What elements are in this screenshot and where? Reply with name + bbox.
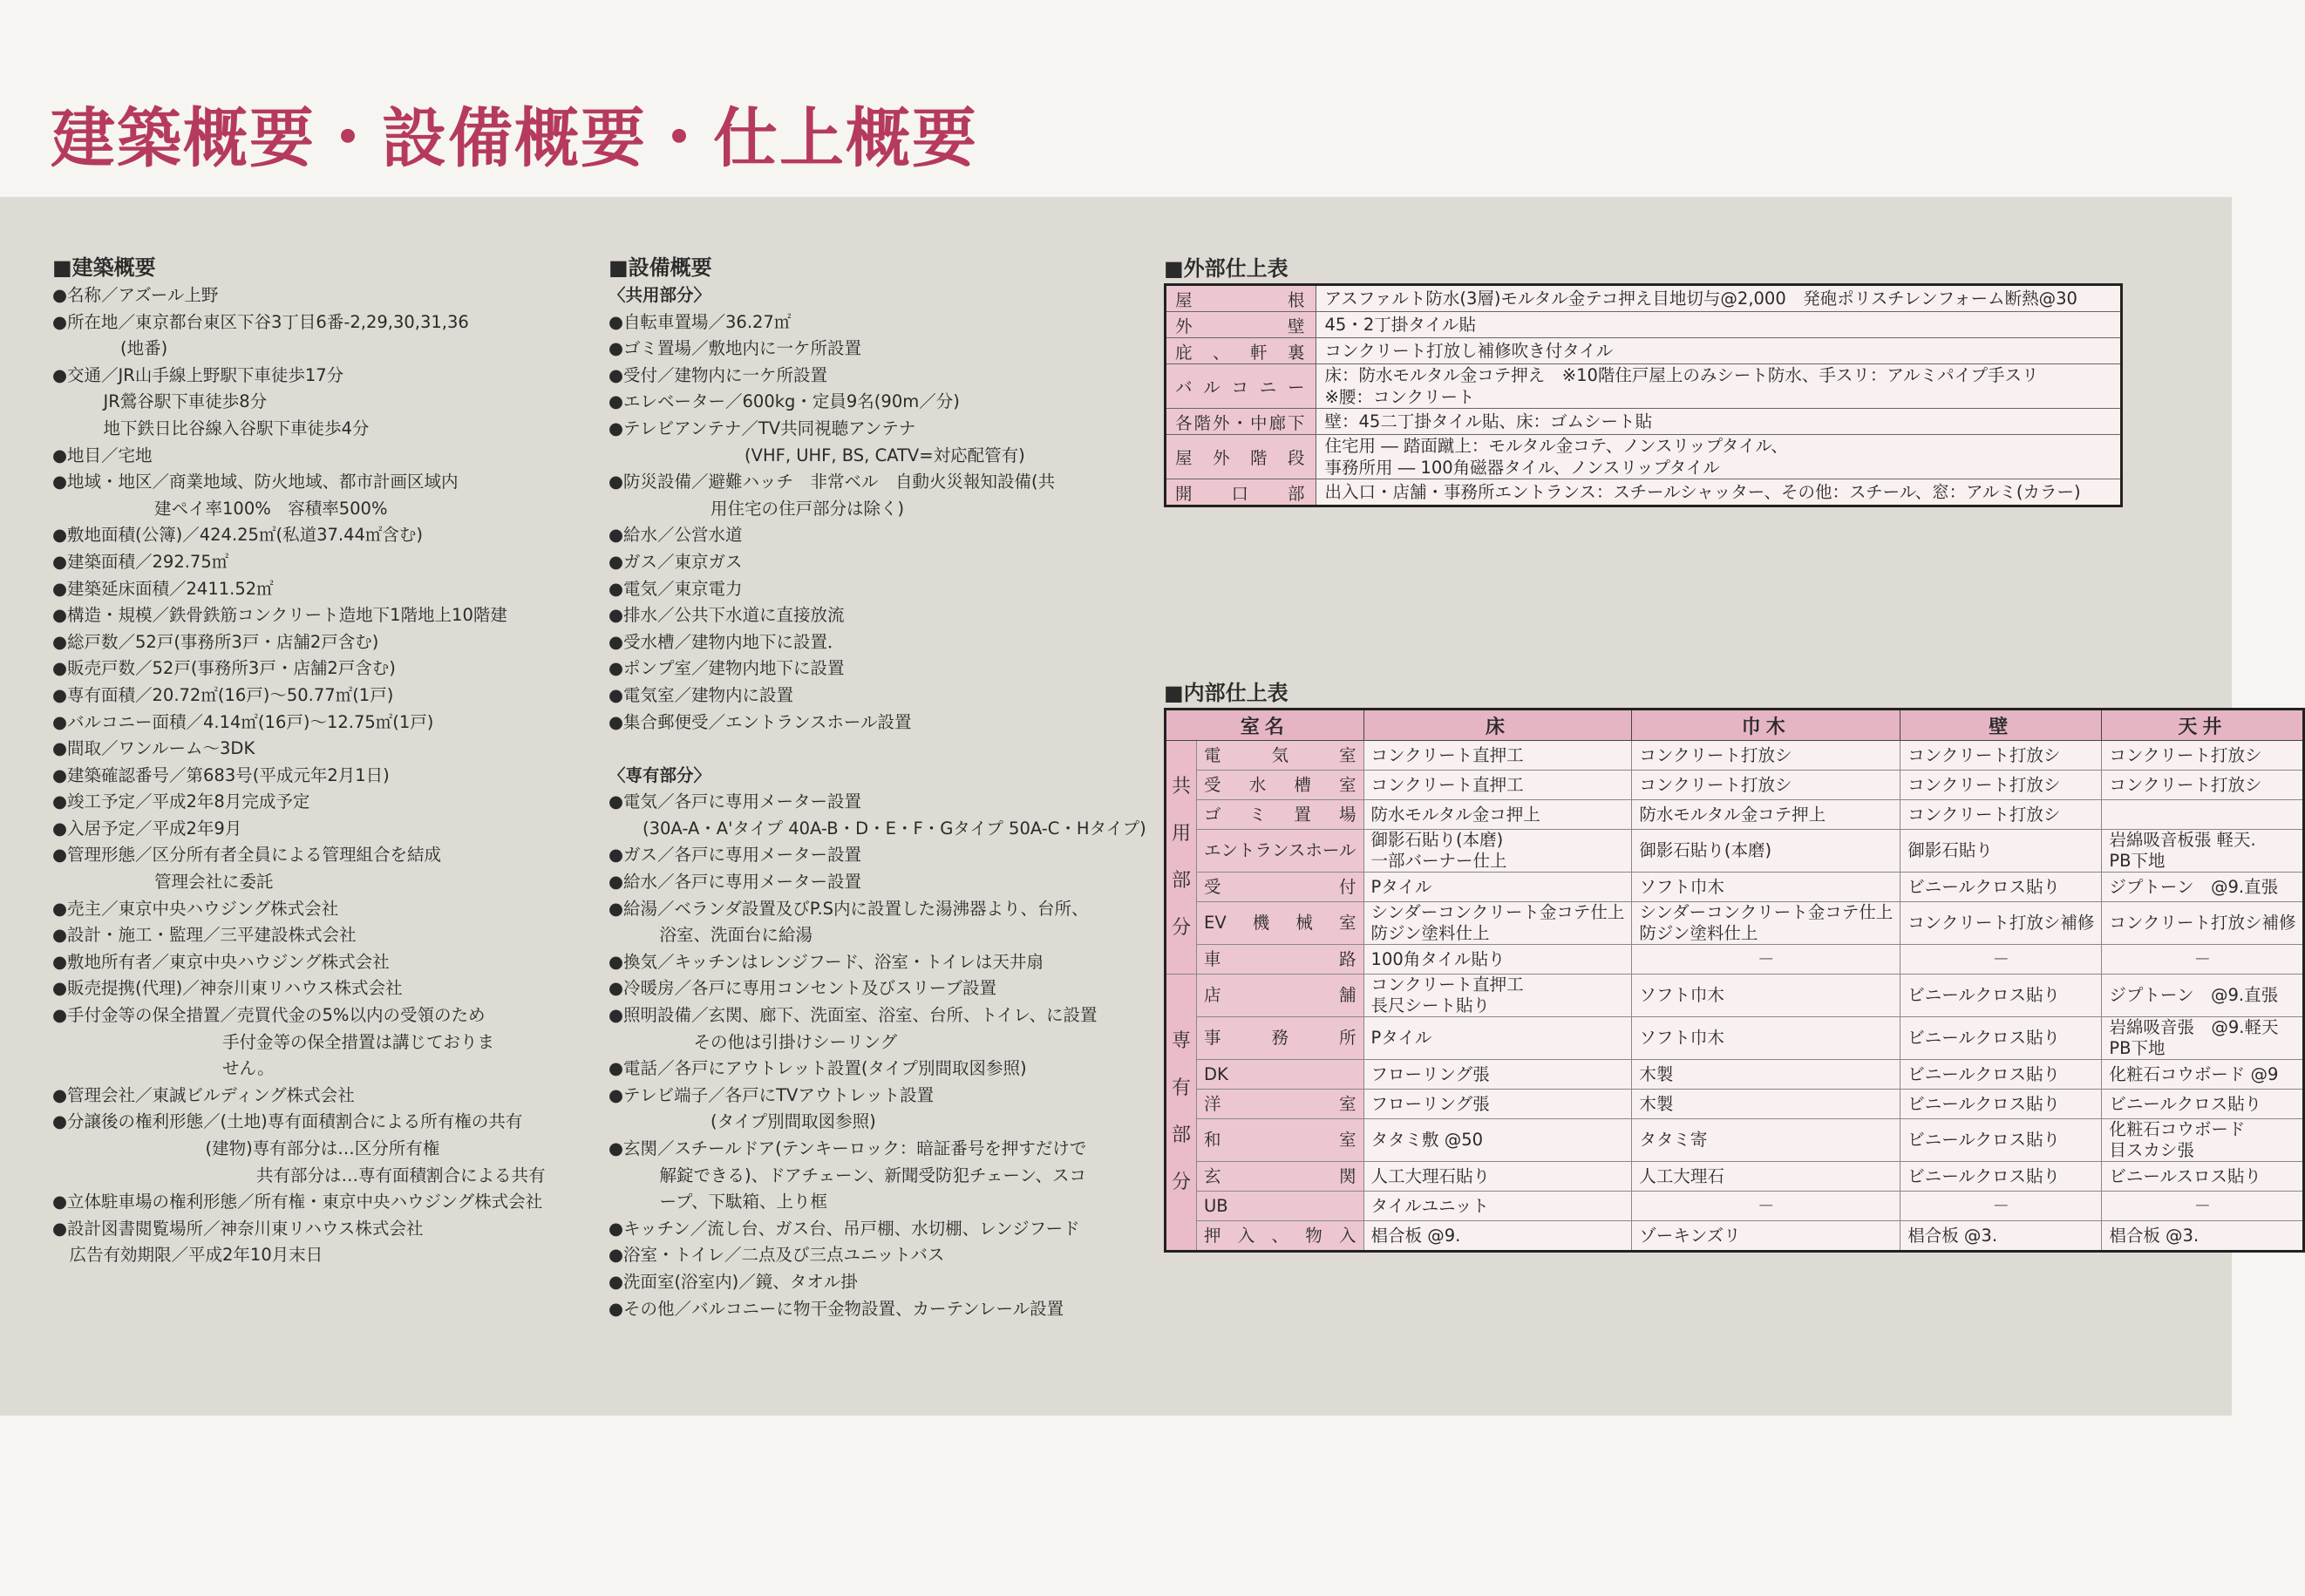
group-private: 専有部分 — [1166, 975, 1197, 1252]
building-line: ●名称／アズール上野 — [52, 285, 219, 305]
private-line: ●照明設備／玄関、廊下、洗面室、浴室、台所、トイレ、に設置 — [609, 1005, 1098, 1026]
private-line: (タイプ別間取図参照) — [609, 1111, 876, 1132]
interior-row — [1166, 1060, 2304, 1090]
interior-col-header: 巾木 — [1632, 710, 1900, 741]
interior-cell-line: ビニールクロス貼り — [1907, 1028, 2060, 1048]
interior-cell — [2102, 902, 2304, 945]
interior-room: 事務所 — [1197, 1017, 1364, 1060]
interior-cell-line: PB下地 — [2109, 1038, 2166, 1058]
interior-cell — [2102, 741, 2304, 771]
interior-cell-line: ソフト巾木 — [1639, 1028, 1724, 1048]
common-line: ●エレベーター／600kg・定員9名(90m／分) — [609, 391, 960, 412]
interior-cell-line: 防水モルタル金コテ押上 — [1639, 804, 1826, 825]
interior-cell-line: コンクリート直押工 — [1370, 774, 1524, 795]
building-line: ●敷地所有者／東京中央ハウジング株式会社 — [52, 951, 390, 972]
exterior-value-line: ※腰：コンクリート — [1324, 387, 1475, 407]
interior-cell — [2102, 800, 2304, 830]
private-line: 解錠できる)、ドアチェーン、新聞受防犯チェーン、スコ — [609, 1165, 1086, 1185]
interior-cell-line: コンクリート打放シ — [1639, 774, 1792, 795]
private-line: ●ガス／各戸に専用メーター設置 — [609, 845, 862, 866]
building-line: 地下鉄日比谷線入谷駅下車徒歩4分 — [52, 418, 370, 438]
interior-row — [1166, 1090, 2304, 1119]
interior-cell-line: 人工大理石貼り — [1370, 1165, 1491, 1186]
building-line: 管理会社に委託 — [52, 872, 274, 893]
interior-cell — [2102, 945, 2304, 975]
building-heading: ■建築概要 — [52, 255, 156, 280]
interior-cell — [1632, 1017, 1900, 1060]
interior-cell-line: 化粧石コウボード @9 — [2109, 1063, 2279, 1084]
building-line: ●販売戸数／52戸(事務所3戸・店舗2戸含む) — [52, 658, 396, 679]
interior-cell-line: コンクリート打放シ — [2109, 774, 2262, 795]
interior-cell-line: 御影石貼り — [1907, 840, 1993, 860]
interior-col-header: 天井 — [2102, 710, 2304, 741]
interior-cell-line: コンクリート打放シ補修 — [1907, 913, 2095, 933]
interior-cell — [1363, 873, 1632, 902]
interior-cell — [2102, 1192, 2304, 1221]
common-line: ●集合郵便受／エントランスホール設置 — [609, 711, 912, 732]
exterior-key: 屋外階段 — [1166, 435, 1316, 479]
interior-cell-line: コンクリート直押工 — [1370, 975, 1524, 995]
common-line: ●電気／東京電力 — [609, 578, 743, 599]
building-line: ●専有面積／20.72㎡(16戸)～50.77㎡(1戸) — [52, 684, 394, 705]
interior-row — [1166, 1162, 2304, 1192]
interior-cell-line: Pタイル — [1370, 1028, 1432, 1048]
interior-cell — [1632, 902, 1900, 945]
interior-cell — [2102, 975, 2304, 1017]
interior-cell — [1363, 1017, 1632, 1060]
exterior-value — [1316, 479, 2121, 506]
building-line: ●建築確認番号／第683号(平成元年2月1日) — [52, 764, 390, 785]
common-line: ●ガス／東京ガス — [609, 551, 743, 572]
building-line: ●交通／JR山手線上野駅下車徒歩17分 — [52, 364, 344, 385]
interior-row — [1166, 902, 2304, 945]
interior-cell-line: ビニールクロス貼り — [1907, 1165, 2060, 1186]
building-line: ●竣工予定／平成2年8月完成予定 — [52, 791, 310, 812]
building-overview — [52, 253, 575, 1269]
building-line: 建ペイ率100% 容積率500% — [52, 498, 388, 519]
exterior-value-line: コンクリート打放し補修吹き付タイル — [1324, 341, 1614, 361]
interior-cell-line: タタミ敷 @50 — [1370, 1130, 1484, 1150]
exterior-row — [1166, 479, 2122, 506]
interior-cell-line: 人工大理石 — [1639, 1165, 1724, 1186]
interior-room: 押入、物入 — [1197, 1221, 1364, 1252]
interior-cell — [2102, 771, 2304, 800]
building-line: 共有部分は…専有面積割合による共有 — [52, 1165, 546, 1185]
interior-cell — [1632, 1119, 1900, 1162]
building-line: 広告有効期限／平成2年10月末日 — [52, 1245, 323, 1266]
interior-cell — [1632, 945, 1900, 975]
common-line: ●排水／公共下水道に直接放流 — [609, 605, 845, 626]
exterior-value-line: 壁：45二丁掛タイル貼、床：ゴムシート貼 — [1324, 411, 1652, 431]
exterior-key: 屋根 — [1166, 285, 1316, 312]
interior-cell — [2102, 1119, 2304, 1162]
interior-cell-line: 一部バーナー仕上 — [1370, 851, 1507, 871]
interior-col-header: 床 — [1363, 710, 1632, 741]
private-line: ●換気／キッチンはレンジフード、浴室・トイレは天井扇 — [609, 951, 1044, 972]
interior-cell-line: ビニールクロス貼り — [1907, 985, 2060, 1005]
private-line: ●電気／各戸に専用メーター設置 — [609, 791, 862, 812]
building-line: ●管理会社／東誠ビルディング株式会社 — [52, 1084, 355, 1105]
private-lines — [609, 789, 1166, 1322]
interior-cell-line: シンダーコンクリート金コテ仕上 — [1370, 902, 1625, 922]
private-line: ●キッチン／流し台、ガス台、吊戸棚、水切棚、レンジフード — [609, 1218, 1080, 1239]
exterior-value — [1316, 338, 2121, 364]
exterior-row — [1166, 409, 2122, 435]
interior-cell — [1632, 1192, 1900, 1221]
private-line: ●浴室・トイレ／二点及び三点ユニットバス — [609, 1245, 945, 1266]
interior-cell-line: フローリング張 — [1370, 1093, 1490, 1114]
private-heading: 〈専有部分〉 — [609, 764, 711, 785]
building-line: ●分譲後の権利形態／(土地)専有面積割合による所有権の共有 — [52, 1111, 523, 1132]
interior-cell-line: コンクリート打放シ — [1907, 774, 2061, 795]
interior-room: UB — [1197, 1192, 1364, 1221]
interior-cell — [1363, 1221, 1632, 1252]
private-line: ●玄関／スチールドア(テンキーロック：暗証番号を押すだけで — [609, 1138, 1087, 1158]
building-line: ●管理形態／区分所有者全員による管理組合を結成 — [52, 845, 442, 866]
interior-cell — [1363, 741, 1632, 771]
private-line: 浴室、洗面台に給湯 — [609, 925, 813, 946]
interior-cell — [1632, 830, 1900, 873]
interior-cell — [2102, 1221, 2304, 1252]
interior-row — [1166, 945, 2304, 975]
interior-room: 洋室 — [1197, 1090, 1364, 1119]
exterior-value-line: 45・2丁掛タイル貼 — [1324, 315, 1476, 335]
interior-cell-line: ビニールクロス貼り — [1907, 1130, 2060, 1150]
exterior-value — [1316, 435, 2121, 479]
building-line: (建物)専有部分は…区分所有権 — [52, 1138, 440, 1158]
exterior-row — [1166, 285, 2122, 312]
exterior-row — [1166, 364, 2122, 409]
interior-cell-line: 防ジン塗料仕上 — [1370, 923, 1490, 943]
interior-cell — [1363, 902, 1632, 945]
interior-cell-line: Pタイル — [1370, 876, 1432, 897]
building-line: ●バルコニー面積／4.14㎡(16戸)～12.75㎡(1戸) — [52, 711, 434, 732]
interior-cell — [2102, 830, 2304, 873]
bottom-margin — [0, 1416, 2232, 1596]
exterior-heading: ■外部仕上表 — [1164, 256, 1288, 281]
common-line: ●受水槽／建物内地下に設置． — [609, 631, 845, 652]
interior-cell — [2102, 1090, 2304, 1119]
building-line: ●設計図書閲覧場所／神奈川東リハウス株式会社 — [52, 1218, 424, 1239]
interior-row — [1166, 1192, 2304, 1221]
building-line: ●所在地／東京都台東区下谷3丁目6番-2,29,30,31,36 — [52, 311, 469, 332]
interior-cell — [1632, 1162, 1900, 1192]
building-line: せん。 — [52, 1058, 275, 1079]
interior-cell-line: 防水モルタル金コ押上 — [1370, 804, 1540, 825]
interior-cell — [1632, 800, 1900, 830]
interior-cell-line: コンクリート打放シ — [1907, 804, 2061, 825]
building-line: ●地目／宅地 — [52, 445, 153, 465]
common-line: ●ゴミ置場／敷地内に一ケ所設置 — [609, 338, 862, 359]
interior-cell-line: 御影石貼り(本磨) — [1639, 840, 1772, 860]
building-line: ●手付金等の保全措置／売買代金の5%以内の受領のため — [52, 1005, 486, 1026]
interior-cell-line: コンクリート打放シ — [1907, 744, 2061, 765]
interior-cell — [1363, 1192, 1632, 1221]
interior-cell — [1900, 771, 2102, 800]
interior-cell-line: 御影石貼り(本磨) — [1370, 830, 1504, 850]
common-line: (VHF, UHF, BS, CATV=対応配管有) — [609, 445, 1025, 465]
group-common: 共用部分 — [1166, 741, 1197, 975]
building-line: ●敷地面積(公簿)／424.25㎡(私道37.44㎡含む) — [52, 525, 424, 546]
interior-room: ゴミ置場 — [1197, 800, 1364, 830]
interior-cell-line: ビニールクロス貼り — [1907, 1063, 2060, 1084]
exterior-value — [1316, 409, 2121, 435]
equipment-heading: ■設備概要 — [609, 255, 712, 280]
interior-cell — [1900, 1162, 2102, 1192]
interior-cell — [2102, 1017, 2304, 1060]
interior-room: エントランスホール — [1197, 830, 1364, 873]
exterior-key: 外壁 — [1166, 312, 1316, 338]
exterior-value-line: 住宅用 ― 踏面蹴上：モルタル金コテ、ノンスリップタイル、 — [1324, 436, 1788, 456]
interior-room: 店舗 — [1197, 975, 1364, 1017]
common-lines — [609, 309, 1166, 737]
interior-cell-line: ビニールスロス貼り — [2109, 1165, 2261, 1186]
interior-cell-line: － — [1992, 1195, 2010, 1216]
interior-cell-line: シンダーコンクリート金コテ仕上 — [1639, 902, 1894, 922]
interior-cell-line: 岩綿吸音張 @9.軽天 — [2109, 1017, 2279, 1037]
private-line: ープ、下駄箱、上り框 — [609, 1192, 827, 1212]
interior-cell — [1632, 1221, 1900, 1252]
interior-cell — [1363, 1119, 1632, 1162]
interior-finish-table — [1164, 708, 2305, 1253]
interior-room: DK — [1197, 1060, 1364, 1090]
interior-cell-line: ソフト巾木 — [1639, 876, 1724, 897]
equipment-overview — [609, 253, 1166, 1322]
interior-cell-line: ビニールクロス貼り — [1907, 1093, 2060, 1114]
interior-cell — [1900, 945, 2102, 975]
building-line: ●地域・地区／商業地域、防火地域、都市計画区域内 — [52, 472, 459, 492]
interior-row — [1166, 1221, 2304, 1252]
interior-cell — [1363, 830, 1632, 873]
interior-cell — [1363, 945, 1632, 975]
interior-cell-line: ジプトーン @9.直張 — [2109, 985, 2279, 1005]
interior-cell-line: ジプトーン @9.直張 — [2109, 876, 2279, 897]
exterior-value — [1316, 285, 2121, 312]
interior-room: EV機械室 — [1197, 902, 1364, 945]
interior-cell-line: フローリング張 — [1370, 1063, 1490, 1084]
interior-cell-line: 岩綿吸音板張 軽天. — [2109, 830, 2256, 850]
interior-cell — [1363, 1090, 1632, 1119]
page-title: 建築概要・設備概要・仕上概要 — [51, 101, 978, 176]
interior-cell-line: ビニールクロス貼り — [1907, 876, 2060, 897]
interior-room: 和室 — [1197, 1119, 1364, 1162]
interior-cell — [1900, 873, 2102, 902]
private-line: ●洗面室(浴室内)／鏡、タオル掛 — [609, 1271, 858, 1292]
exterior-key: バルコニー — [1166, 364, 1316, 409]
common-line: ●ポンプ室／建物内地下に設置 — [609, 658, 845, 679]
interior-heading: ■内部仕上表 — [1164, 681, 1288, 705]
interior-row — [1166, 771, 2304, 800]
common-line: ●防災設備／避難ハッチ 非常ベル 自動火災報知設備(共 — [609, 472, 1056, 492]
building-line: 手付金等の保全措置は講じておりま — [52, 1031, 495, 1052]
exterior-key: 開口部 — [1166, 479, 1316, 506]
building-line: ●入居予定／平成2年9月 — [52, 818, 242, 839]
interior-cell-line: コンクリート打放シ補修 — [2109, 913, 2296, 933]
interior-cell — [1363, 1162, 1632, 1192]
interior-cell-line: タイルユニット — [1370, 1195, 1489, 1216]
interior-row — [1166, 873, 2304, 902]
building-line: JR鶯谷駅下車徒歩8分 — [52, 391, 268, 412]
interior-cell — [1900, 1090, 2102, 1119]
interior-cell-line: コンクリート打放シ — [1639, 744, 1792, 765]
common-line: ●自転車置場／36.27㎡ — [609, 311, 792, 332]
interior-room: 受水槽室 — [1197, 771, 1364, 800]
interior-cell-line: 椙合板 @3. — [1907, 1225, 1998, 1246]
private-line: ●その他／バルコニーに物干金物設置、カーテンレール設置 — [609, 1298, 1064, 1319]
interior-cell-line: 長尺シート貼り — [1370, 995, 1491, 1015]
common-heading: 〈共用部分〉 — [609, 285, 711, 305]
interior-cell — [1632, 1090, 1900, 1119]
exterior-key: 各階外・中廊下 — [1166, 409, 1316, 435]
interior-cell — [1363, 800, 1632, 830]
interior-cell — [2102, 1162, 2304, 1192]
interior-row — [1166, 975, 2304, 1017]
interior-cell — [1632, 741, 1900, 771]
building-line: ●総戸数／52戸(事務所3戸・店舗2戸含む) — [52, 631, 379, 652]
interior-cell — [1632, 1060, 1900, 1090]
common-line: ●受付／建物内に一ケ所設置 — [609, 364, 828, 385]
interior-cell-line: ソフト巾木 — [1639, 985, 1724, 1005]
interior-cell — [1363, 771, 1632, 800]
building-line: ●設計・施工・監理／三平建設株式会社 — [52, 925, 357, 946]
interior-cell — [1900, 1017, 2102, 1060]
interior-room: 玄関 — [1197, 1162, 1364, 1192]
building-line: (地番) — [52, 338, 168, 359]
interior-cell — [1363, 1060, 1632, 1090]
interior-cell — [1900, 1192, 2102, 1221]
interior-cell-line: － — [1758, 948, 1775, 969]
interior-row — [1166, 830, 2304, 873]
interior-cell — [1900, 741, 2102, 771]
private-line: (30A-A・A'タイプ 40A-B・D・E・F・Gタイプ 50A-C・Hタイプ) — [609, 818, 1146, 839]
interior-row — [1166, 800, 2304, 830]
interior-room: 電気室 — [1197, 741, 1364, 771]
interior-cell-line: ゾーキンズリ — [1639, 1225, 1741, 1246]
interior-cell-line: 防ジン塗料仕上 — [1639, 923, 1758, 943]
interior-cell-line: コンクリート直押工 — [1370, 744, 1524, 765]
exterior-value-line: アスファルト防水(3層)モルタル金テコ押え目地切与@2,000 発砲ポリスチレンフォーム断熱@30 — [1324, 289, 2077, 309]
interior-cell-line: タタミ寄 — [1639, 1130, 1708, 1150]
interior-cell-line: PB下地 — [2109, 851, 2166, 871]
building-line: ●販売提携(代理)／神奈川東リハウス株式会社 — [52, 978, 403, 999]
exterior-value-line: 事務所用 ― 100角磁器タイル、ノンスリップタイル — [1324, 458, 1720, 478]
private-line: その他は引掛けシーリング — [609, 1031, 898, 1052]
private-line: ●冷暖房／各戸に専用コンセント及びスリーブ設置 — [609, 978, 997, 999]
interior-room: 受付 — [1197, 873, 1364, 902]
interior-row — [1166, 1017, 2304, 1060]
exterior-row — [1166, 338, 2122, 364]
interior-cell-line: － — [2193, 1195, 2212, 1216]
interior-cell-line: 椙合板 @3. — [2109, 1225, 2200, 1246]
private-line: ●テレビ端子／各戸にTVアウトレット設置 — [609, 1084, 935, 1105]
common-line: ●テレビアンテナ／TV共同視聴アンテナ — [609, 418, 916, 438]
building-line: ●間取／ワンルーム～3DK — [52, 738, 255, 759]
private-line: ●電話／各戸にアウトレット設置(タイプ別間取図参照) — [609, 1058, 1027, 1079]
exterior-row — [1166, 435, 2122, 479]
interior-cell-line: 化粧石コウボード — [2109, 1119, 2246, 1139]
exterior-value-line: 出入口・店舗・事務所エントランス：スチールシャッター、その他：スチール、窓：アルミ(カラー) — [1324, 482, 2081, 502]
interior-cell — [2102, 1060, 2304, 1090]
interior-cell-line: 木製 — [1639, 1063, 1674, 1084]
interior-cell-line: 目スカシ張 — [2109, 1140, 2194, 1160]
private-line: ●給湯／ベランダ設置及びP.S内に設置した湯沸器より、台所、 — [609, 898, 1089, 919]
interior-cell — [1900, 1119, 2102, 1162]
interior-cell-line: － — [2193, 948, 2212, 969]
interior-cell — [1632, 771, 1900, 800]
interior-col-header: 壁 — [1900, 710, 2102, 741]
exterior-value-line: 床：防水モルタル金コテ押え ※10階住戸屋上のみシート防水、手スリ：アルミパイプ手スリ — [1324, 365, 2039, 385]
interior-cell — [1632, 873, 1900, 902]
interior-cell — [1900, 975, 2102, 1017]
common-line: ●給水／公営水道 — [609, 525, 743, 546]
interior-cell — [2102, 873, 2304, 902]
interior-row — [1166, 1119, 2304, 1162]
interior-col-header: 室名 — [1166, 710, 1364, 741]
exterior-row — [1166, 312, 2122, 338]
interior-cell-line: 木製 — [1639, 1093, 1674, 1114]
interior-cell — [1632, 975, 1900, 1017]
interior-cell — [1900, 902, 2102, 945]
building-lines — [52, 282, 575, 1269]
interior-cell-line: 100角タイル貼り — [1370, 948, 1506, 969]
interior-cell — [1900, 830, 2102, 873]
exterior-finish-table — [1164, 283, 2123, 507]
interior-cell — [1363, 975, 1632, 1017]
exterior-value — [1316, 364, 2121, 409]
interior-row — [1166, 741, 2304, 771]
building-line: ●建築延床面積／2411.52㎡ — [52, 578, 274, 599]
interior-cell-line: － — [1992, 948, 2010, 969]
interior-room: 車路 — [1197, 945, 1364, 975]
building-line: ●構造・規模／鉄骨鉄筋コンクリート造地下1階地上10階建 — [52, 605, 507, 626]
building-line: ●建築面積／292.75㎡ — [52, 551, 229, 572]
interior-cell — [1900, 1221, 2102, 1252]
interior-cell-line: － — [1758, 1195, 1775, 1216]
private-line: ●給水／各戸に専用メーター設置 — [609, 872, 862, 893]
common-line: 用住宅の住戸部分は除く) — [609, 498, 905, 519]
interior-cell-line: コンクリート打放シ — [2109, 744, 2262, 765]
interior-cell — [1900, 800, 2102, 830]
interior-cell-line: ビニールクロス貼り — [2109, 1093, 2262, 1114]
exterior-value — [1316, 312, 2121, 338]
building-line: ●売主／東京中央ハウジング株式会社 — [52, 898, 339, 919]
interior-cell — [1900, 1060, 2102, 1090]
building-line: ●立体駐車場の権利形態／所有権・東京中央ハウジング株式会社 — [52, 1192, 543, 1212]
interior-cell-line: 椙合板 @9. — [1370, 1225, 1461, 1246]
common-line: ●電気室／建物内に設置 — [609, 684, 794, 705]
exterior-key: 庇、軒裏 — [1166, 338, 1316, 364]
